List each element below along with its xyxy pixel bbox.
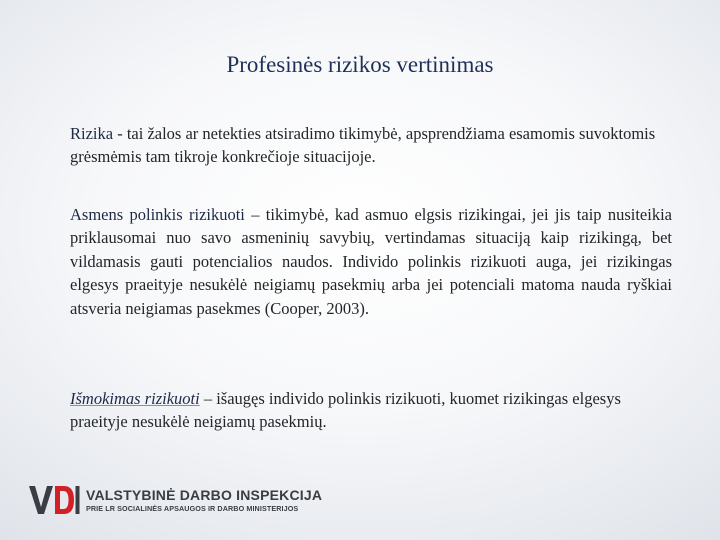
definition-text: - tai žalos ar netekties atsiradimo tikimybė, apsprendžiama esamomis suvoktomis grėsmėmis tam tikroje konkrečioje situacijoje. <box>70 124 656 167</box>
definition-text: – tikimybė, kad asmuo elgsis rizikingai, jei jis taip nusiteikia priklausomai nuo savo asmeninių savybių, vertindamas situaciją kaip rizikingą, bet vildamasis gauti potencialios naudos. Individo polinkis rizikuoti auga, jei rizikingas elgesys praeityje nesukėlė neigiamų pasekmių arba jei potenciali matoma nauda ryškiai atsveria neigiamas pasekmes (Cooper, 2003). <box>70 205 673 318</box>
definition-term: Rizika <box>70 124 114 143</box>
org-subtitle: PRIE LR SOCIALINĖS APSAUGOS IR DARBO MINISTERIJOS <box>86 503 299 513</box>
org-name: VALSTYBINĖ DARBO INSPEKCIJA <box>86 486 323 503</box>
definition-term: Išmokimas rizikuoti <box>70 389 200 408</box>
definition-term: Asmens polinkis rizikuoti <box>70 205 245 224</box>
definition-paragraph-propensity <box>70 203 672 320</box>
definition-paragraph-learning <box>70 387 672 434</box>
vdi-logo-icon <box>28 480 80 520</box>
slide-title: Profesinės rizikos vertinimas <box>226 52 494 77</box>
footer-logo <box>28 480 322 520</box>
definition-text: – išaugęs individo polinkis rizikuoti, kuomet rizikingas elgesys praeityje nesukėlė neigiamų pasekmių. <box>70 389 621 432</box>
definition-paragraph-risk <box>70 122 672 169</box>
